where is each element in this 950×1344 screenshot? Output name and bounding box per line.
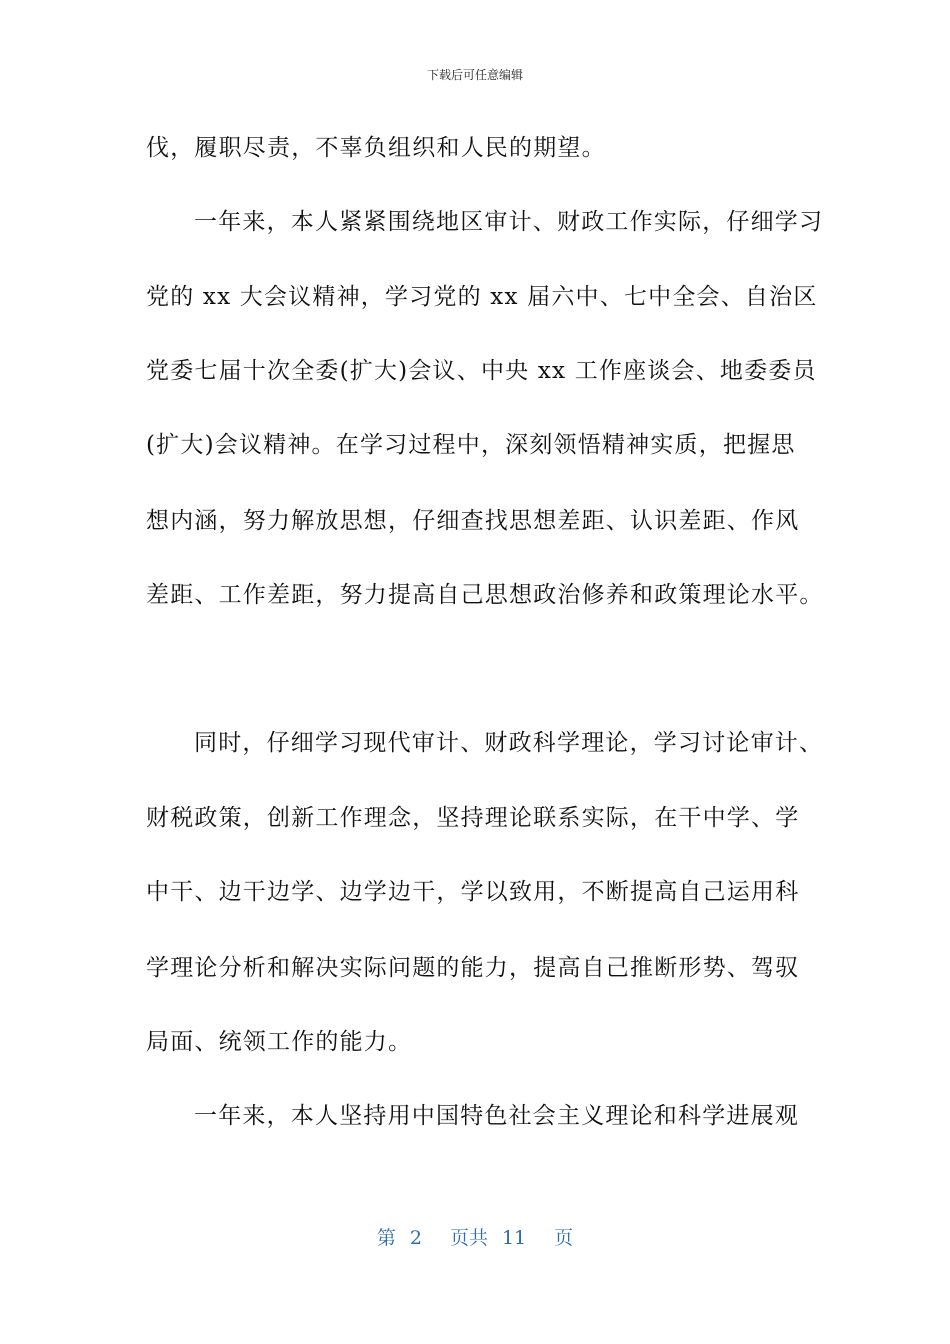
text-line-13: 一年来，本人坚持用中国特色社会主义理论和科学进展观 <box>194 1103 799 1129</box>
footer-page-number: 2 <box>409 1227 422 1249</box>
text-line-5: (扩大)会议精神。在学习过程中，深刻领悟精神实质，把握思 <box>146 432 796 458</box>
text-line-10: 中干、边干边学、边学边干，学以致用，不断提高自己运用科 <box>146 879 800 905</box>
text-line-7: 差距、工作差距，努力提高自己思想政治修养和政策理论水平。 <box>146 582 824 608</box>
page-header: 下载后可任意编辑 <box>426 68 523 82</box>
footer-total-pages: 11 <box>501 1227 527 1249</box>
text-line-9: 财税政策，创新工作理念，坚持理论联系实际，在干中学、学 <box>146 805 800 831</box>
text-line-11: 学理论分析和解决实际问题的能力，提高自己推断形势、驾驭 <box>146 955 800 981</box>
text-line-3: 党的 xx 大会议精神，学习党的 xx 届六中、七中全会、自治区 <box>146 284 818 310</box>
text-line-12: 局面、统领工作的能力。 <box>146 1029 413 1055</box>
footer-prefix: 第 <box>376 1227 396 1249</box>
text-line-6: 想内涵，努力解放思想，仔细查找思想差距、认识差距、作风 <box>146 508 800 534</box>
footer-middle: 页共 <box>449 1227 488 1249</box>
text-line-4: 党委七届十次全委(扩大)会议、中央 xx 工作座谈会、地委委员 <box>146 358 817 384</box>
footer-suffix: 页 <box>554 1227 574 1249</box>
page-footer <box>0 1225 950 1251</box>
text-line-8: 同时，仔细学习现代审计、财政科学理论，学习讨论审计、 <box>194 730 824 756</box>
text-line-1: 伐，履职尽责，不辜负组织和人民的期望。 <box>146 135 606 161</box>
text-line-2: 一年来，本人紧紧围绕地区审计、财政工作实际，仔细学习 <box>194 209 824 235</box>
